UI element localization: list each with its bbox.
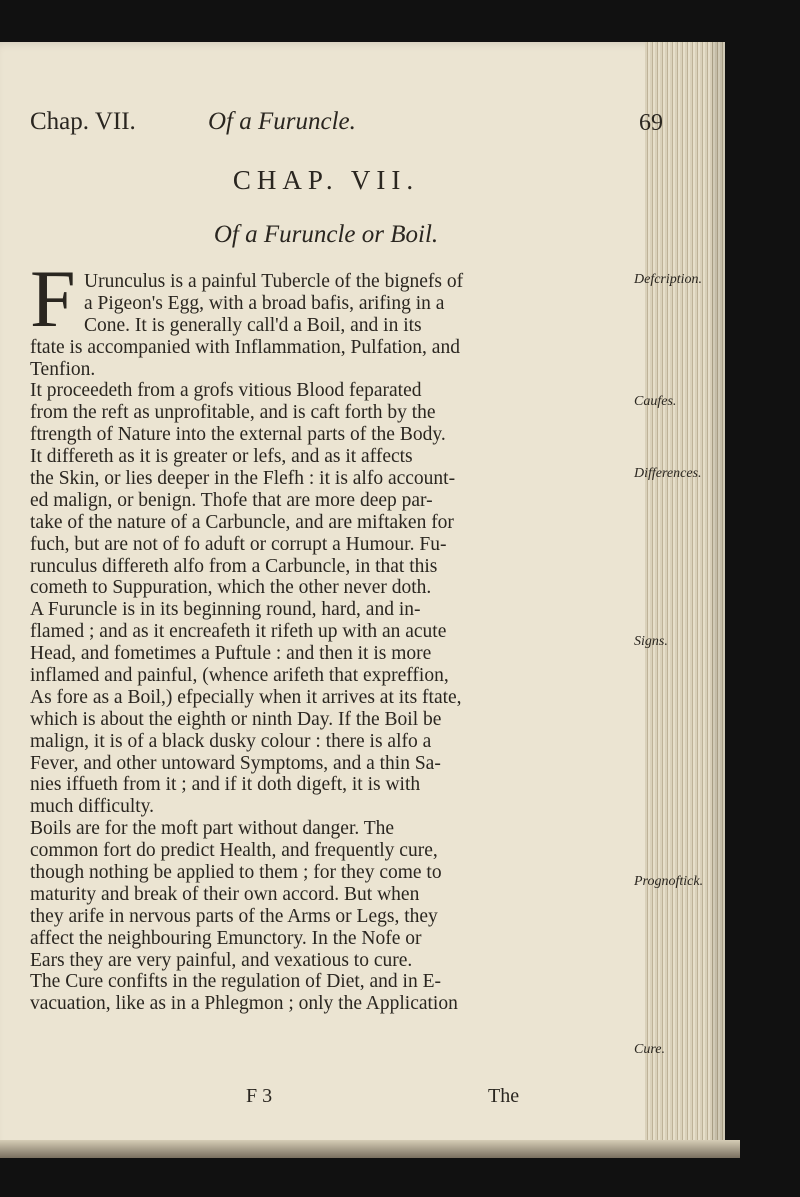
chapter-subheading: Of a Furuncle or Boil.	[213, 221, 439, 248]
margin-note-causes: Caufes.	[634, 394, 677, 409]
text-line: Cone. It is generally call'd a Boil, and in its	[84, 315, 422, 336]
text-line: nies iffueth from it ; and if it doth digeft, it is with	[30, 774, 421, 795]
catchword: The	[488, 1085, 520, 1107]
text-line: Tenfion.	[30, 359, 96, 380]
text-line: malign, it is of a black dusky colour : there is alfo a	[30, 731, 432, 752]
text-line: cometh to Suppuration, which the other never doth.	[30, 577, 432, 598]
page-edge	[645, 42, 725, 1152]
text-line: they arife in nervous parts of the Arms or Legs, they	[30, 906, 438, 927]
text-line: flamed ; and as it encreafeth it rifeth up with an acute	[30, 621, 447, 642]
text-line: Head, and fometimes a Puftule : and then it is more	[30, 643, 432, 664]
text-line: fuch, but are not of fo aduft or corrupt a Humour. Fu-	[30, 534, 447, 555]
text-line: maturity and break of their own accord. But when	[30, 884, 420, 905]
text-line: ftrength of Nature into the external parts of the Body.	[30, 424, 446, 445]
text-line: A Furuncle is in its beginning round, hard, and in-	[30, 599, 421, 620]
signature-mark: F 3	[246, 1085, 273, 1107]
header-chapter: Chap. VII.	[30, 108, 136, 135]
text-line: common fort do predict Health, and frequently cure,	[30, 840, 438, 861]
text-line: which is about the eighth or ninth Day. If the Boil be	[30, 709, 442, 730]
margin-note-description: Defcription.	[634, 272, 703, 287]
text-line: Ears they are very painful, and vexatious to cure.	[30, 950, 413, 971]
text-line: The Cure confifts in the regulation of Diet, and in E-	[30, 971, 442, 992]
text-line: ftate is accompanied with Inflammation, Pulfation, and	[30, 337, 460, 358]
text-line: vacuation, like as in a Phlegmon ; only the Application	[30, 993, 458, 1014]
margin-note-prognostick: Prognoftick.	[634, 874, 704, 889]
text-line: take of the nature of a Carbuncle, and are miftaken for	[30, 512, 454, 533]
page-number: 69	[639, 110, 663, 136]
page-bottom-shadow	[0, 1140, 740, 1158]
text-line: It proceedeth from a grofs vitious Blood feparated	[30, 380, 422, 401]
text-line: Boils are for the moft part without danger. The	[30, 818, 395, 839]
text-line: It differeth as it is greater or lefs, and as it affects	[30, 446, 413, 467]
running-header	[30, 108, 663, 148]
text-line: As fore as a Boil,) efpecially when it arrives at its ftate,	[30, 687, 462, 708]
drop-capital: F	[30, 253, 76, 344]
text-line: a Pigeon's Egg, with a broad bafis, arifing in a	[84, 293, 445, 314]
text-line: from the reft as unprofitable, and is caft forth by the	[30, 402, 436, 423]
text-line: ed malign, or benign. Thofe that are more deep par-	[30, 490, 433, 511]
margin-note-differences: Differences.	[634, 466, 702, 481]
text-line: much difficulty.	[30, 796, 155, 817]
margin-note-signs: Signs.	[634, 634, 668, 649]
text-line: runculus differeth alfo from a Carbuncle, in that this	[30, 556, 438, 577]
text-line: the Skin, or lies deeper in the Flefh : it is alfo account-	[30, 468, 456, 489]
text-line: affect the neighbouring Emunctory. In the Nofe or	[30, 928, 422, 949]
text-line: Urunculus is a painful Tubercle of the bignefs of	[84, 271, 464, 292]
header-title: Of a Furuncle.	[208, 108, 356, 135]
text-line: Fever, and other untoward Symptoms, and a thin Sa-	[30, 753, 441, 774]
chapter-heading: CHAP. VII.	[232, 165, 420, 195]
margin-note-cure: Cure.	[634, 1042, 665, 1057]
text-line: inflamed and painful, (whence arifeth that expreffion,	[30, 665, 449, 686]
text-line: though nothing be applied to them ; for they come to	[30, 862, 442, 883]
